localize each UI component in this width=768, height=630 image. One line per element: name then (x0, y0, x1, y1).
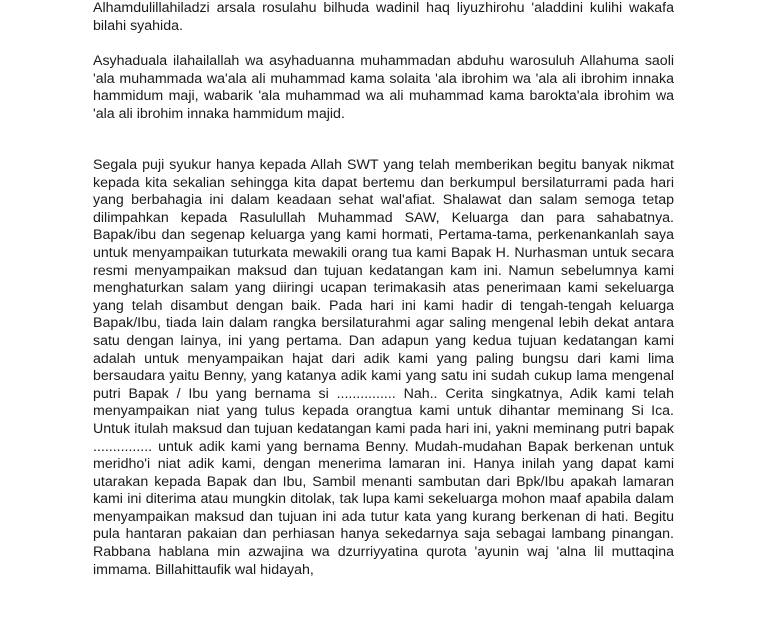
paragraph-opening-praise: Alhamdulillahiladzi arsala rosulahu bilhuda wadinil haq liyuzhirohu 'aladdini kulihi wakafa bilahi syahida. (93, 0, 674, 34)
paragraph-shahada-salawat: Asyhaduala ilahailallah wa asyhaduanna muhammadan abduhu warosuluh Allahuma saoli 'ala muhammada wa'ala ali muhammad kama solaita 'ala ibrohim wa 'ala ali ibrohim innaka hammidum maji, wabarik 'ala muhammad wa ali muhammad kama barokta'ala ibrohim wa 'ala ali ibrohim innaka hammidum majid. (93, 53, 674, 122)
paragraph-proposal-speech: Segala puji syukur hanya kepada Allah SWT yang telah memberikan begitu banyak nikmat kepada kita sekalian sehingga kita dapat bertemu dan berkumpul bersilaturrami pada hari yang berbahagia ini dalam keadaan sehat wal'afiat. Shalawat dan salam semoga tetap dilimpahkan kepada Rasulullah Muhammad SAW, Keluarga dan para sahabatnya. Bapak/ibu dan segenap keluarga yang kami hormati, Pertama-tama, perkenankanlah saya untuk menyampaikan tuturkata mewakili orang tua kami Bapak H. Nurhasman untuk secara resmi menyampaikan maksud dan tujuan kedatangan kam ini. Namun sebelumnya kami menghaturkan salam yang diiringi ucapan terimakasih atas penerimaan kami sekeluarga yang telah disambut dengan baik. Pada hari ini kami hadir di tengah-tengah keluarga Bapak/Ibu, tiada lain dalam rangka bersilaturahmi agar saling mengenal lebih dekat antara satu dengan lainya, ini yang pertama. Dan adapun yang kedua tujuan kedatangan kami adalah untuk menyampaikan hajat dari adik kami yang paling bungsu dari kami lima bersaudara yaitu Benny, yang katanya adik kami yang satu ini sudah cukup lama mengenal putri Bapak / Ibu yang bernama si ............... Nah.. Cerita singkatnya, Adik kami telah menyampaikan niat yang tulus kepada orangtua kami untuk dihantar meminang Si Ica. Untuk itulah maksud dan tujuan kedatangan kami pada hari ini, yakni meminang putri bapak ............... untuk adik kami yang bernama Benny. Mudah-mudahan Bapak berkenan untuk meridho'i niat adik kami, dengan menerima lamaran ini. Hanya inilah yang dapat kami utarakan kepada Bapak dan Ibu, Sambil menanti sambutan dari Bpk/Ibu apakah lamaran kami ini diterima atau mungkin ditolak, tak lupa kami sekeluarga mohon maaf apabila dalam menyampaikan maksud dan tujuan ini ada tutur kata yang kurang berkenan di hati. Begitu pula hantaran pakaian dan perhiasan hanya sekedarnya saja sebagai lambang pinangan. Rabbana hablana min azwajina wa dzurriyyatina qurota 'ayunin waj 'alna lil muttaqina immama. Billahittaufik wal hidayah, (93, 157, 674, 578)
